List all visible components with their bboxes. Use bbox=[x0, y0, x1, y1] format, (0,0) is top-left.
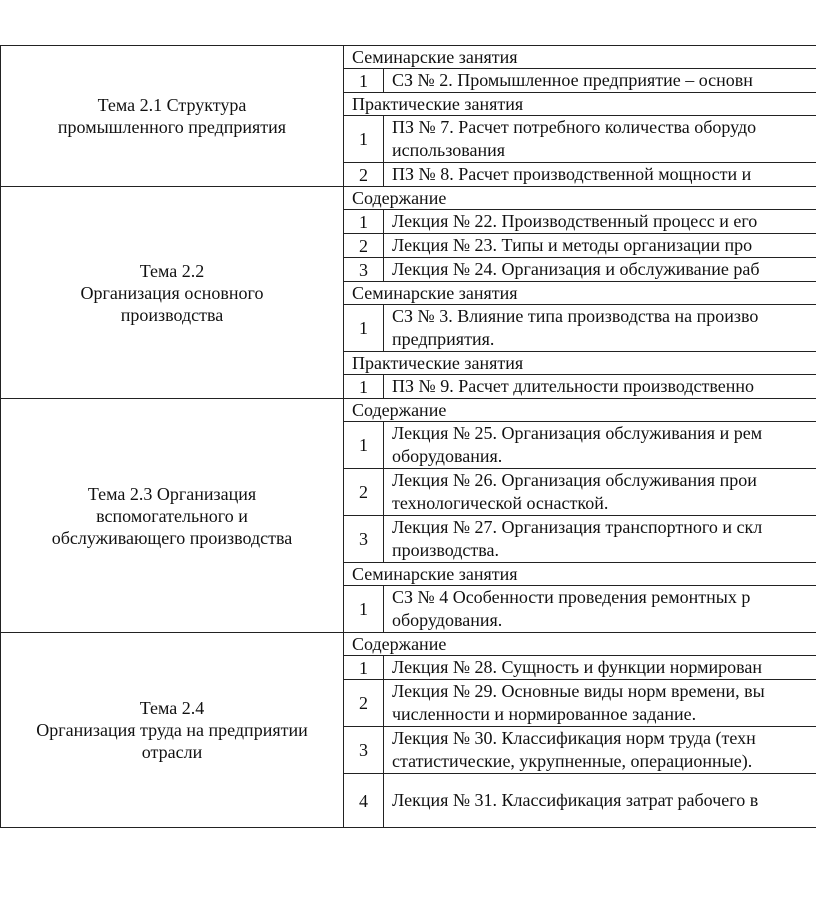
curriculum-table bbox=[0, 45, 816, 828]
item-text bbox=[384, 656, 816, 680]
item-text-line: использования bbox=[392, 140, 506, 160]
item-text-line: ПЗ № 7. Расчет потребного количества оборудо bbox=[392, 117, 757, 137]
item-number: 2 bbox=[344, 163, 384, 187]
item-text bbox=[384, 69, 816, 93]
item-text bbox=[384, 210, 816, 234]
item-text bbox=[384, 586, 816, 633]
item-text-line: ПЗ № 9. Расчет длительности производственно bbox=[392, 376, 755, 396]
section-label: Содержание bbox=[344, 399, 816, 422]
item-number: 1 bbox=[344, 69, 384, 93]
item-number: 1 bbox=[344, 305, 384, 352]
item-text bbox=[384, 516, 816, 563]
item-number: 3 bbox=[344, 258, 384, 282]
item-text-line: Лекция № 25. Организация обслуживания и рем bbox=[392, 423, 763, 443]
item-number: 1 bbox=[344, 116, 384, 163]
item-text-line: технологической оснасткой. bbox=[392, 493, 609, 513]
section-label: Семинарские занятия bbox=[344, 563, 816, 586]
item-number: 2 bbox=[344, 680, 384, 727]
topic-title-line: обслуживающего производства bbox=[51, 527, 293, 548]
item-text-line: Лекция № 26. Организация обслуживания прои bbox=[392, 470, 757, 490]
item-text-line: численности и нормированное задание. bbox=[392, 704, 697, 724]
topic-title-line: отрасли bbox=[141, 742, 203, 762]
item-text-line: Лекция № 29. Основные виды норм времени, вы bbox=[392, 681, 765, 701]
item-text-line: Лекция № 23. Типы и методы организации про bbox=[392, 235, 753, 255]
topic-title bbox=[1, 187, 344, 399]
item-text-line: оборудования. bbox=[392, 446, 503, 466]
section-row bbox=[1, 633, 816, 656]
section-label: Практические занятия bbox=[344, 352, 816, 375]
topic-title-line: Тема 2.1 Структура bbox=[97, 95, 247, 115]
topic-title-line: Тема 2.2 bbox=[139, 260, 205, 281]
item-text-line: предприятия. bbox=[392, 329, 495, 349]
item-number: 2 bbox=[344, 469, 384, 516]
section-row bbox=[1, 46, 816, 69]
item-text bbox=[384, 116, 816, 163]
item-number: 1 bbox=[344, 586, 384, 633]
item-text-line: производства. bbox=[392, 540, 499, 560]
item-text bbox=[384, 727, 816, 774]
item-text-line: СЗ № 2. Промышленное предприятие – основн bbox=[392, 70, 753, 90]
item-text-line: Лекция № 24. Организация и обслуживание раб bbox=[392, 259, 760, 279]
topic-title-line: Организация основного bbox=[80, 282, 264, 303]
topic-title bbox=[1, 399, 344, 633]
item-text bbox=[384, 258, 816, 282]
item-number: 2 bbox=[344, 234, 384, 258]
item-text bbox=[384, 234, 816, 258]
section-label: Содержание bbox=[344, 633, 816, 656]
item-text bbox=[384, 422, 816, 469]
section-row bbox=[1, 187, 816, 210]
item-text bbox=[384, 375, 816, 399]
item-text-line: СЗ № 3. Влияние типа производства на произво bbox=[392, 306, 759, 326]
topic-title-line: Тема 2.3 Организация bbox=[87, 483, 257, 504]
item-text-line: Лекция № 31. Классификация затрат рабочего в bbox=[392, 790, 759, 810]
item-text-line: СЗ № 4 Особенности проведения ремонтных р bbox=[392, 587, 751, 607]
item-text bbox=[384, 680, 816, 727]
topic-title-line: производства bbox=[120, 304, 224, 325]
topic-title-line: промышленного предприятия bbox=[57, 117, 287, 137]
item-number: 1 bbox=[344, 656, 384, 680]
item-text-line: оборудования. bbox=[392, 610, 503, 630]
item-text-line: Лекция № 30. Классификация норм труда (техн bbox=[392, 728, 756, 748]
section-label: Семинарские занятия bbox=[344, 46, 816, 69]
item-text bbox=[384, 305, 816, 352]
topic-title-line: вспомогательного и bbox=[96, 505, 248, 526]
item-number: 3 bbox=[344, 727, 384, 774]
item-number: 4 bbox=[344, 774, 384, 828]
section-label: Семинарские занятия bbox=[344, 282, 816, 305]
item-text-line: статистические, укрупненные, операционные). bbox=[392, 751, 753, 771]
topic-title bbox=[1, 46, 344, 187]
item-text bbox=[384, 774, 816, 828]
item-text bbox=[384, 469, 816, 516]
item-text-line: Лекция № 27. Организация транспортного и скл bbox=[392, 517, 763, 537]
topic-title-line: Тема 2.4 bbox=[139, 698, 205, 718]
item-number: 1 bbox=[344, 375, 384, 399]
topic-title bbox=[1, 633, 344, 828]
item-text bbox=[384, 163, 816, 187]
item-text-line: Лекция № 22. Производственный процесс и его bbox=[392, 211, 758, 231]
section-row bbox=[1, 399, 816, 422]
item-number: 1 bbox=[344, 210, 384, 234]
item-text-line: ПЗ № 8. Расчет производственной мощности и bbox=[392, 164, 752, 184]
item-text-line: Лекция № 28. Сущность и функции нормирован bbox=[392, 657, 762, 677]
section-label: Содержание bbox=[344, 187, 816, 210]
item-number: 1 bbox=[344, 422, 384, 469]
item-number: 3 bbox=[344, 516, 384, 563]
section-label: Практические занятия bbox=[344, 93, 816, 116]
topic-title-line: Организация труда на предприятии bbox=[36, 720, 308, 740]
